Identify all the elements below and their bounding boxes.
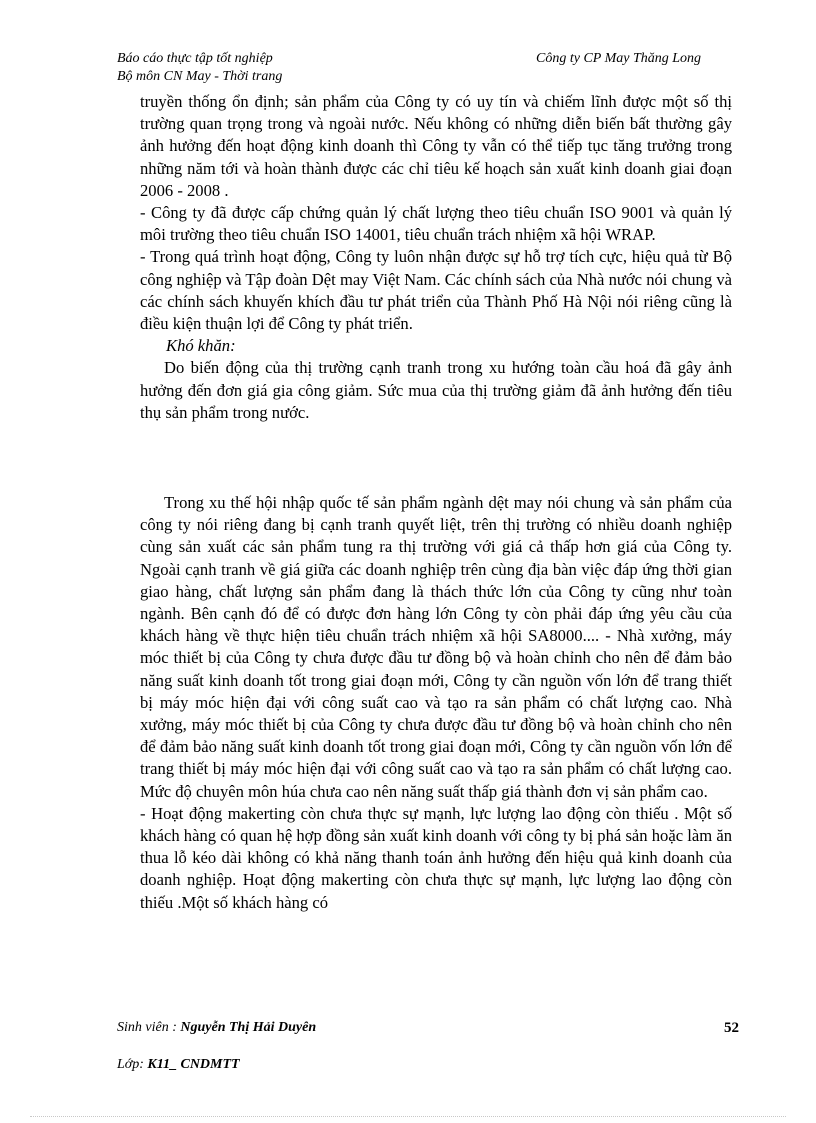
section-strengths-difficulties bbox=[140, 91, 732, 424]
page-bottom-divider bbox=[30, 1116, 786, 1117]
section-competition bbox=[140, 492, 732, 914]
class-value: K11_ CNDMTT bbox=[147, 1057, 240, 1072]
page-number: 52 bbox=[724, 1020, 739, 1036]
paragraph: truyền thống ổn định; sản phẩm của Công ty có uy tín và chiếm lĩnh được một số thị trường quan trọng trong và ngoài nước. Nếu không có những diễn biến bất thường gây ảnh hưởng đến hoạt động kinh doanh thì Công ty vẫn có thể tiếp tục tăng trưởng trong những năm tới và hoàn thành được các chỉ tiêu kế hoạch sản xuất kinh doanh giai đoạn 2006 - 2008 . bbox=[140, 92, 732, 200]
paragraph: Do biến động của thị trường cạnh tranh trong xu hướng toàn cầu hoá đã gây ảnh hưởng đến đơn giá gia công giảm. Sức mua của thị trường giảm đã ảnh hưởng đến tiêu thụ sản phẩm trong nước. bbox=[140, 358, 732, 422]
paragraph: - Công ty đã được cấp chứng quản lý chất lượng theo tiêu chuẩn ISO 9001 và quản lý môi trường theo tiêu chuẩn ISO 14001, tiêu chuẩn trách nhiệm xã hội WRAP. bbox=[140, 203, 732, 245]
paragraph: - Trong quá trình hoạt động, Công ty luôn nhận được sự hỗ trợ tích cực, hiệu quả từ Bộ công nghiệp và Tập đoàn Dệt may Việt Nam. Các chính sách của Nhà nước nói chung và các chính sách khuyến khích đầu tư phát triển của Thành Phố Hà Nội nói riêng cũng là điều kiện thuận lợi để Công ty phát triển. bbox=[140, 247, 732, 334]
footer-class bbox=[117, 1057, 240, 1073]
paragraph: Trong xu thế hội nhập quốc tế sản phẩm ngành dệt may nói chung và sản phẩm của công ty nói riêng đang bị cạnh tranh quyết liệt, trên thị trường có nhiều doanh nghiệp cùng sản xuất các sản phẩm tung ra thị trường với giá cả thấp hơn giá của Công ty. Ngoài cạnh tranh về giá giữa các doanh nghiệp trên cùng địa bàn việc đáp ứng thời gian giao hàng, chất lượng sản phẩm đang là thách thức lớn của Công ty cũng như toàn ngành. Bên cạnh đó để có được đơn hàng lớn Công ty còn phải đáp ứng yêu cầu của khách hàng về thực hiện tiêu chuẩn trách nhiệm xã hội SA8000.... - Nhà xưởng, máy móc thiết bị của Công ty chưa được đầu tư đồng bộ và hoàn chỉnh cho nên để đảm bảo năng suất kinh doanh tốt trong giai đoạn mới, Công ty cần nguồn vốn lớn để trang thiết bị máy móc hiện đại với công suất cao và tạo ra sản phẩm có chất lượng cao. Nhà xưởng, máy móc thiết bị của Công ty chưa được đầu tư đồng bộ và hoàn chỉnh cho nên để đảm bảo năng suất kinh doanh tốt trong giai đoạn mới, Công ty cần nguồn vốn lớn để trang thiết bị máy móc hiện đại với công suất cao và tạo ra sản phẩm có chất lượng cao. Mức độ chuyên môn húa chưa cao nên năng suất thấp giá thành đơn vị sản phẩm cao. bbox=[140, 493, 732, 801]
footer-student bbox=[117, 1020, 316, 1036]
difficulties-heading: Khó khăn: bbox=[166, 336, 236, 356]
paragraph: - Hoạt động makerting còn chưa thực sự mạnh, lực lượng lao động còn thiếu . Một số khách hàng có quan hệ hợp đồng sản xuất kinh doanh với công ty bị phá sản hoặc làm ăn thua lỗ kéo dài không có khả năng thanh toán ảnh hưởng đến hiệu quả kinh doanh của doanh nghiệp. Hoạt động makerting còn chưa thực sự mạnh, lực lượng lao động còn thiếu .Một số khách hàng có bbox=[140, 803, 732, 912]
report-title: Báo cáo thực tập tốt nghiệp bbox=[117, 51, 273, 66]
student-label: Sinh viên : bbox=[117, 1020, 181, 1035]
page-header-left bbox=[117, 50, 282, 86]
class-label: Lớp: bbox=[117, 1057, 148, 1072]
department-name: Bộ môn CN May - Thời trang bbox=[117, 69, 283, 84]
company-name: Công ty CP May Thăng Long bbox=[536, 51, 702, 66]
student-name: Nguyễn Thị Hải Duyên bbox=[180, 1020, 317, 1035]
